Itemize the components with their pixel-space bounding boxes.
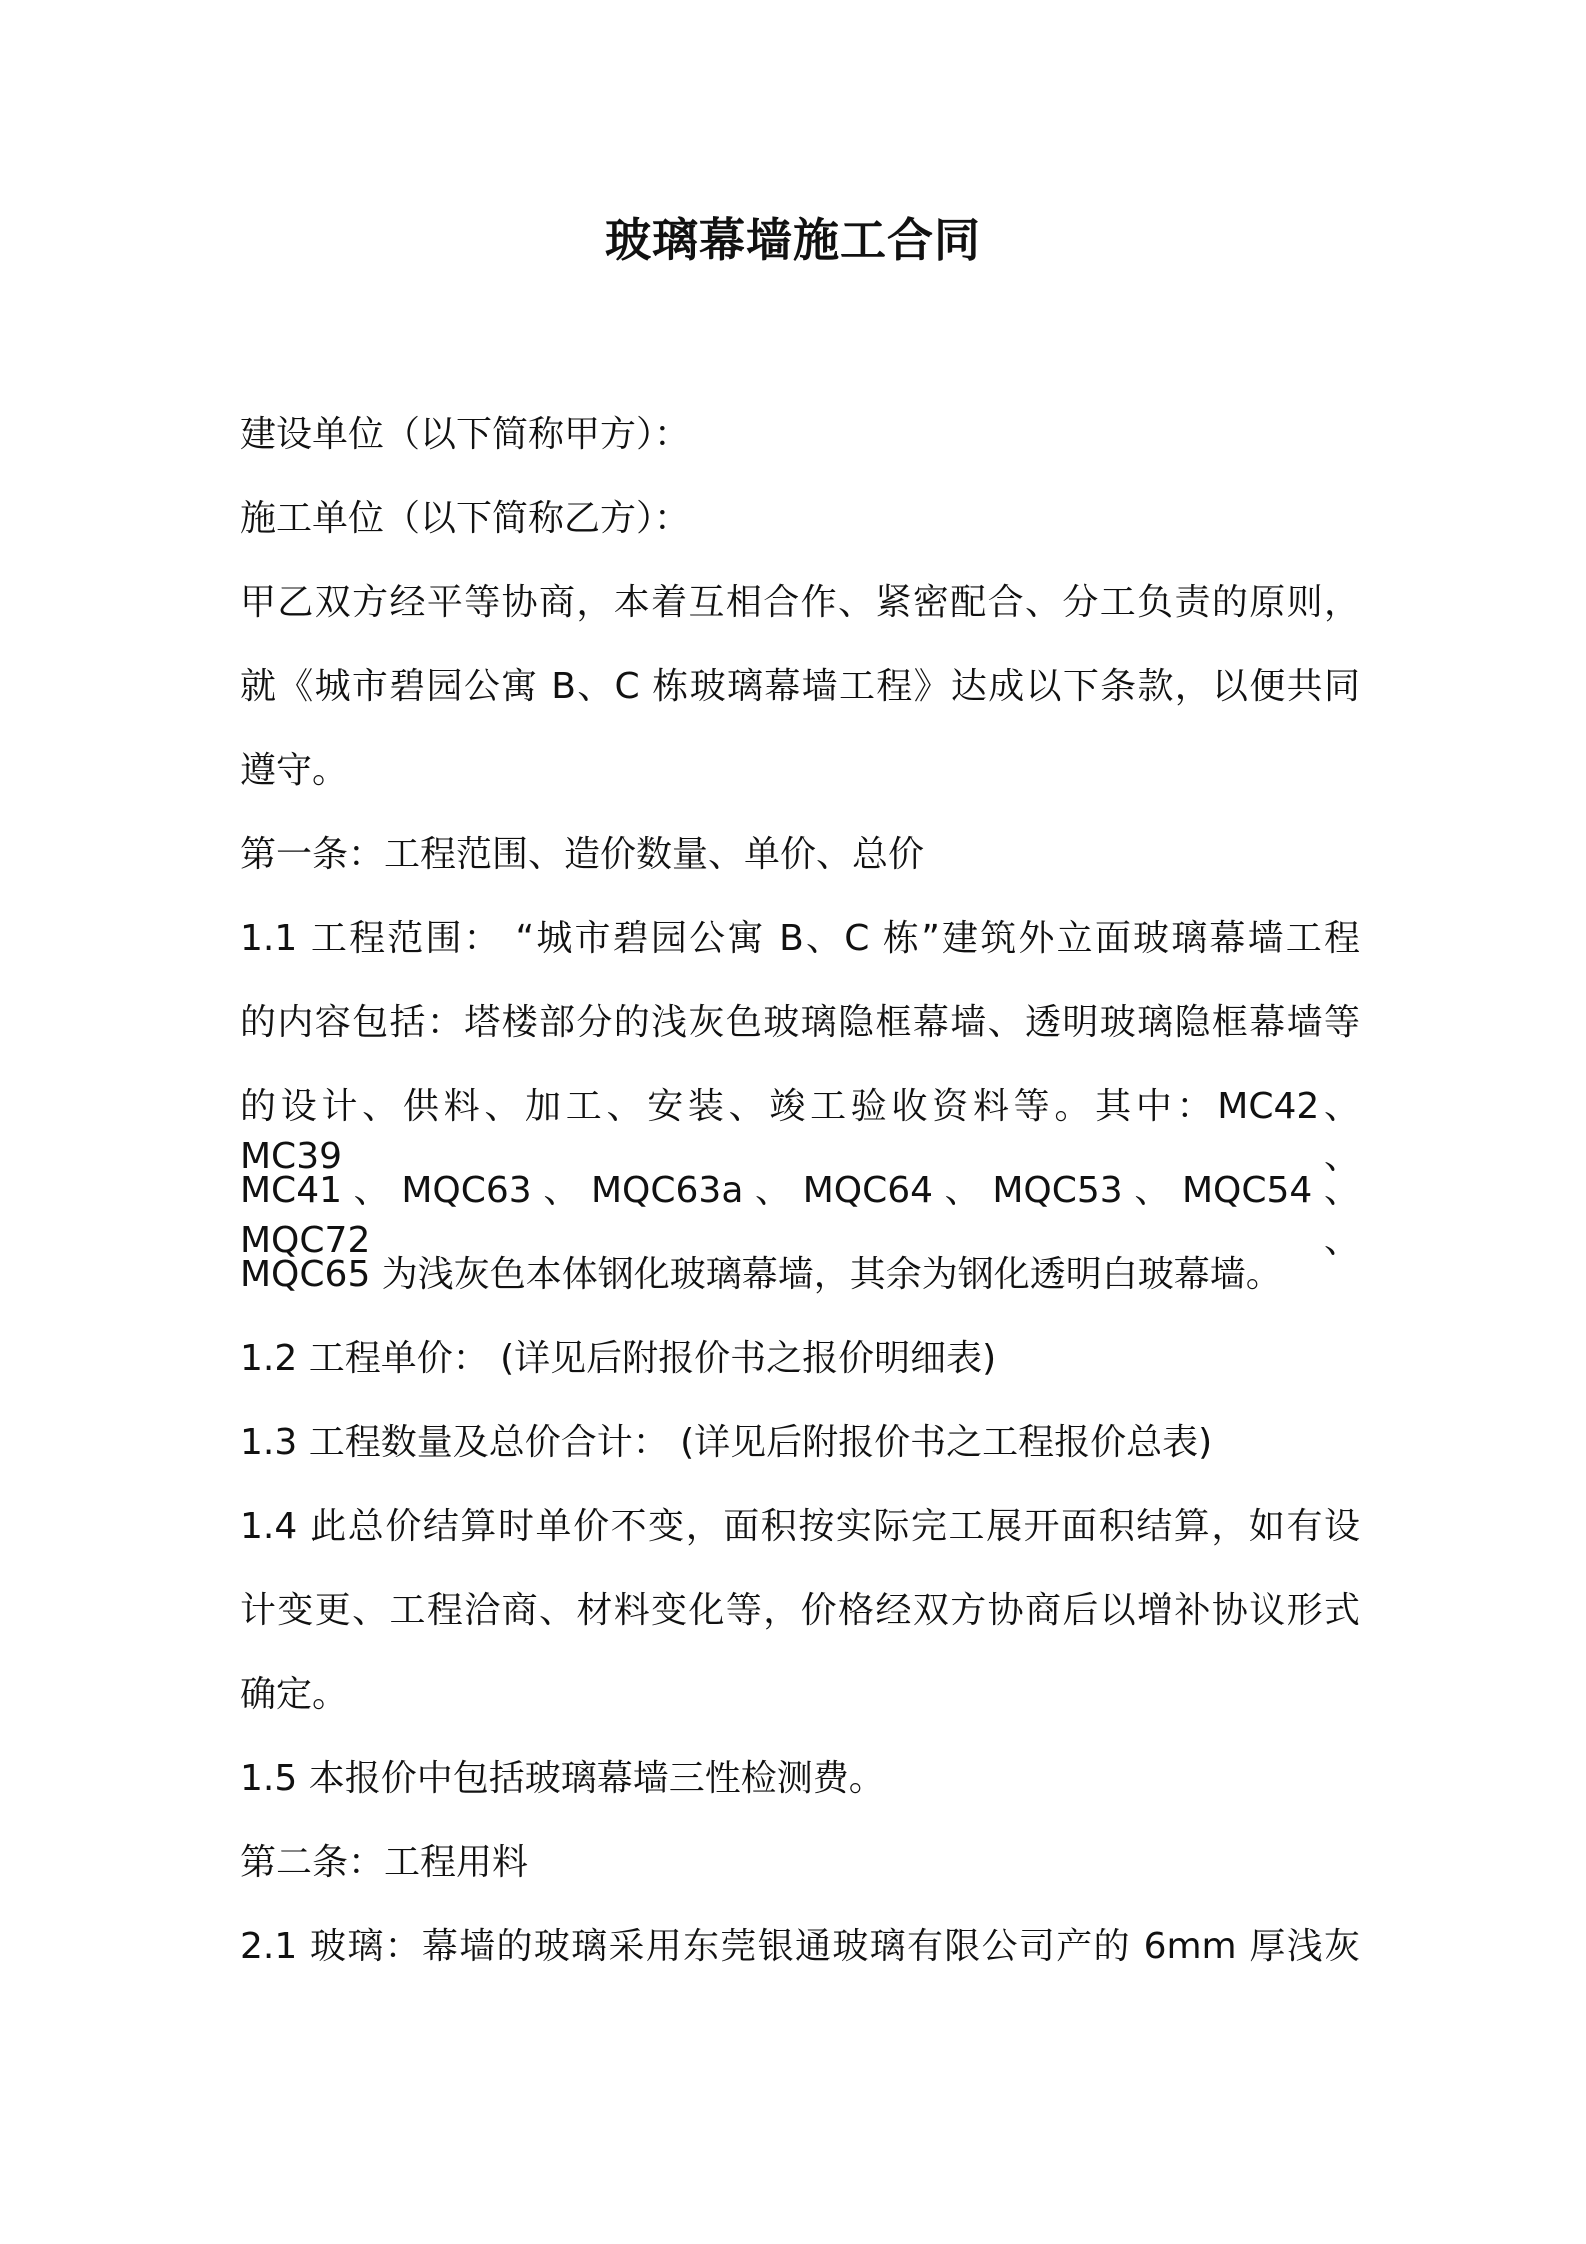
preamble-line-2: 就《城市碧园公寓 B、C 栋玻璃幕墙工程》达成以下条款，以便共同 <box>240 666 1360 707</box>
clause-1-1-line-4: MC41、MQC63、MQC63a、MQC64、MQC53、MQC54、MQC72、 <box>240 1170 1360 1261</box>
clause-1-2: 1.2 工程单价： (详见后附报价书之报价明细表) <box>240 1338 997 1379</box>
article-2-heading: 第二条：工程用料 <box>240 1842 529 1883</box>
party-b-line: 施工单位（以下简称乙方）： <box>240 498 691 539</box>
clause-1-1-line-5: MQC65 为浅灰色本体钢化玻璃幕墙，其余为钢化透明白玻幕墙。 <box>240 1254 1282 1295</box>
preamble-line-3: 遵守。 <box>240 750 349 791</box>
article-1-heading: 第一条：工程范围、造价数量、单价、总价 <box>240 834 925 875</box>
clause-1-4-line-3: 确定。 <box>240 1674 349 1715</box>
clause-1-1-line-2: 的内容包括：塔楼部分的浅灰色玻璃隐框幕墙、透明玻璃隐框幕墙等 <box>240 1002 1360 1043</box>
party-a-line: 建设单位（以下简称甲方）： <box>240 414 691 455</box>
clause-1-4-line-2: 计变更、工程洽商、材料变化等，价格经双方协商后以增补协议形式 <box>240 1590 1360 1631</box>
clause-1-5: 1.5 本报价中包括玻璃幕墙三性检测费。 <box>240 1758 885 1799</box>
clause-1-1-line-3: 的设计、供料、加工、安装、竣工验收资料等。其中：MC42、MC39、 <box>240 1086 1360 1177</box>
clause-1-1-line-1: 1.1 工程范围： “城市碧园公寓 B、C 栋”建筑外立面玻璃幕墙工程 <box>240 918 1360 959</box>
clause-1-3: 1.3 工程数量及总价合计： (详见后附报价书之工程报价总表) <box>240 1422 1213 1463</box>
page-title: 玻璃幕墙施工合同 <box>605 213 981 267</box>
clause-2-1-line-1: 2.1 玻璃：幕墙的玻璃采用东莞银通玻璃有限公司产的 6mm 厚浅灰 <box>240 1926 1360 1967</box>
clause-1-4-line-1: 1.4 此总价结算时单价不变，面积按实际完工展开面积结算，如有设 <box>240 1506 1360 1547</box>
preamble-line-1: 甲乙双方经平等协商，本着互相合作、紧密配合、分工负责的原则， <box>240 582 1360 623</box>
